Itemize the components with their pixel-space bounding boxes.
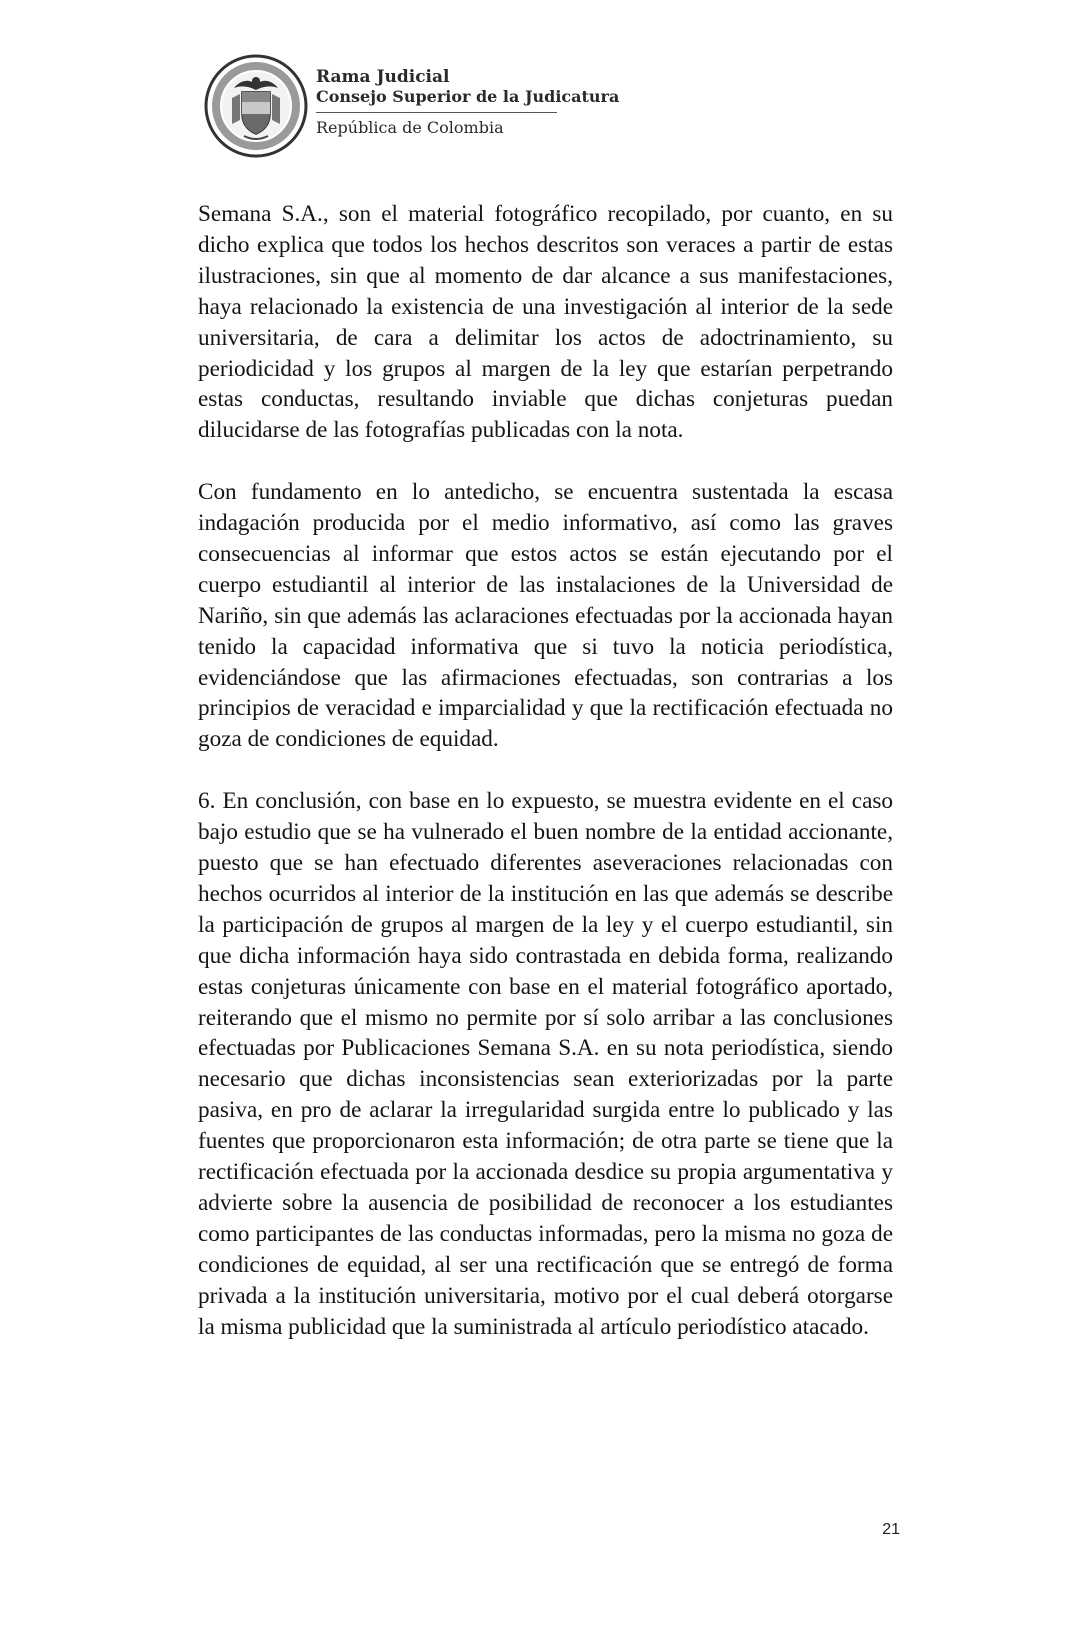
paragraph: 6. En conclusión, con base en lo expuesto, se muestra evidente en el caso bajo estudio que se ha vulnerado el buen nombre de la entidad accionante, puesto que se han efectuado diferentes aseveraciones relacionadas con hechos ocurridos al interior de la institución en las que además se describe la participación de grupos al margen de la ley y el cuerpo estudiantil, sin que dicha información haya sido contrastada en debida forma, realizando estas conjeturas únicamente con base en el material fotográfico aportado, reiterando que el mismo no permite por sí solo arribar a las conclusiones efectuadas por Publicaciones Semana S.A. en su nota periodística, siendo necesario que dichas inconsistencias sean exteriorizadas por la parte pasiva, en pro de aclarar la irregularidad surgida entre lo publicado y las fuentes que proporcionaron esta información; de otra parte se tiene que la rectificación efectuada por la accionada desdice su propia argumentativa y advierte sobre la ausencia de posibilidad de reconocer a los estudiantes como participantes de las conductas informadas, pero la misma no goza de condiciones de equidad, al ser una rectificación que se entregó de forma privada a la institución universitaria, motivo por el cual deberá otorgarse la misma publicidad que la suministrada al artículo periodístico atacado. <box>198 788 893 1340</box>
institution-name: Rama Judicial <box>316 67 450 87</box>
letterhead <box>204 54 620 158</box>
paragraph: Semana S.A., son el material fotográfico recopilado, por cuanto, en su dicho explica que todos los hechos descritos son veraces a partir de estas ilustraciones, sin que al momento de dar alcance a sus manifestaciones, haya relacionado la existencia de una investigación al interior de la sede universitaria, de cara a delimitar los actos de adoctrinamiento, su periodicidad y los grupos al margen de la ley que estarían perpetrando estas conductas, resultando inviable que dichas conjeturas puedan dilucidarse de las fotografías publicadas con la nota. <box>198 201 893 444</box>
letterhead-text <box>316 68 619 137</box>
document-body <box>198 199 893 1373</box>
colombia-coat-of-arms-seal-icon <box>204 54 308 158</box>
page-number: 21 <box>882 1521 900 1538</box>
letterhead-divider <box>316 112 557 113</box>
paragraph: Con fundamento en lo antedicho, se encuentra sustentada la escasa indagación producida por el medio informativo, así como las graves consecuencias al informar que estos actos se están ejecutando por el cuerpo estudiantil al interior de las instalaciones de la Universidad de Nariño, sin que además las aclaraciones efectuadas por la accionada hayan tenido la capacidad informativa que si tuvo la noticia periodística, evidenciándose que las afirmaciones efectuadas, son contrarias a los principios de veracidad e imparcialidad y que la rectificación efectuada no goza de condiciones de equidad. <box>198 479 893 753</box>
country-name: República de Colombia <box>316 118 504 137</box>
council-name: Consejo Superior de la Judicatura <box>316 87 620 106</box>
